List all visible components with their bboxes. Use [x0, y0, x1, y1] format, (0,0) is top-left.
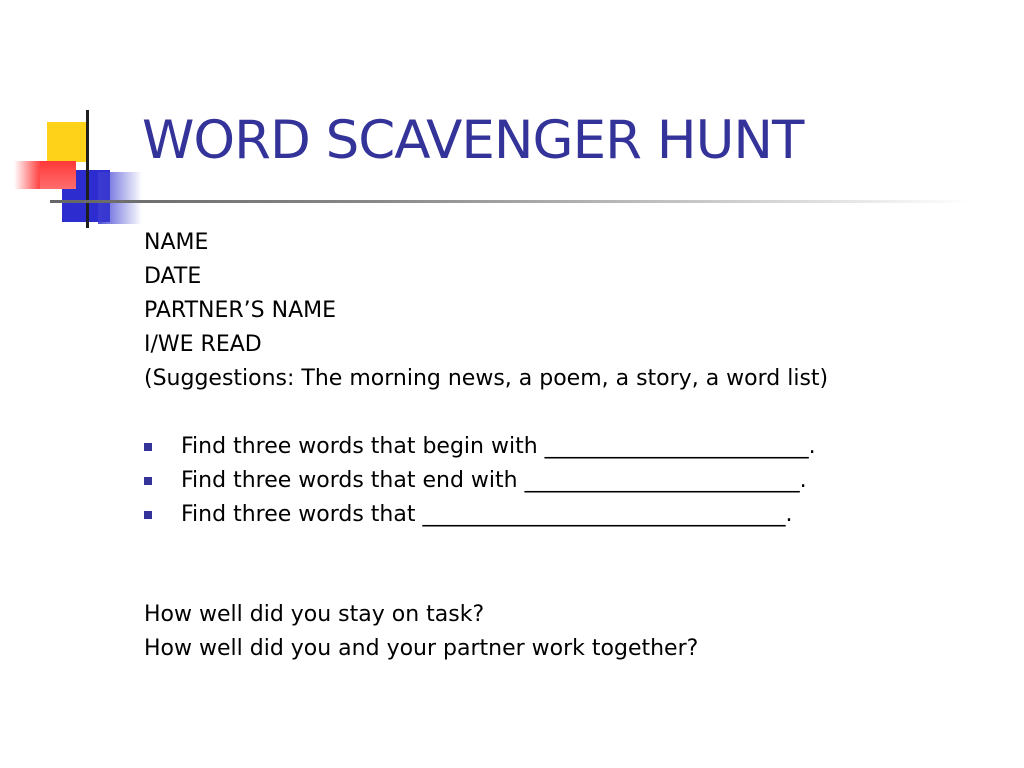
square-bullet-icon — [144, 477, 152, 485]
square-bullet-icon — [144, 443, 152, 451]
slide-body — [144, 226, 828, 666]
blue-fade — [98, 172, 142, 224]
red-square — [40, 161, 76, 189]
question-partner: How well did you and your partner work together? — [144, 636, 699, 661]
read-field: I/WE READ — [144, 332, 262, 357]
yellow-square — [47, 122, 87, 162]
bullet-item — [144, 498, 828, 532]
decorative-logo — [0, 100, 150, 240]
name-field: NAME — [144, 230, 209, 255]
bullet-text: Find three words that end with _________________________. — [181, 468, 807, 493]
bullet-item — [144, 464, 828, 498]
spacer — [144, 532, 828, 598]
spacer — [144, 396, 828, 430]
partner-name-field: PARTNER’S NAME — [144, 298, 337, 323]
date-field: DATE — [144, 264, 202, 289]
question-on-task: How well did you stay on task? — [144, 602, 485, 627]
title-divider — [50, 200, 970, 203]
bullet-item — [144, 430, 828, 464]
slide-title: WORD SCAVENGER HUNT — [142, 110, 804, 171]
logo-vertical-line — [86, 110, 89, 228]
suggestions-text: (Suggestions: The morning news, a poem, a story, a word list) — [144, 366, 829, 391]
square-bullet-icon — [144, 511, 152, 519]
bullet-text: Find three words that begin with ________________________. — [181, 434, 816, 459]
bullet-text: Find three words that _________________________________. — [181, 502, 793, 527]
